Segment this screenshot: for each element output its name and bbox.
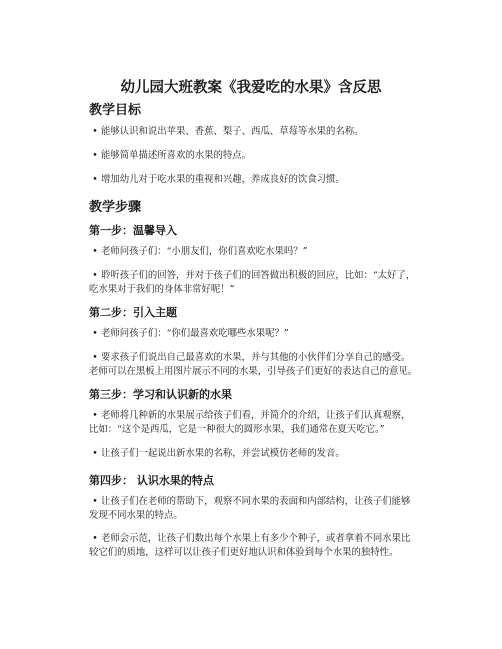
step4-heading: 第四步： 认识水果的特点 bbox=[89, 474, 214, 487]
step1-heading: 第一步：温馨导入 bbox=[89, 224, 177, 237]
bullet-icon: • bbox=[92, 270, 98, 281]
step2-paragraph-1: • 老师问孩子们：“你们最喜欢吃哪些水果呢？” bbox=[89, 327, 419, 341]
bullet-icon: • bbox=[92, 126, 98, 137]
goal-item: • 增加幼儿对于吃水果的重视和兴趣，养成良好的饮食习惯。 bbox=[89, 173, 419, 187]
bullet-icon: • bbox=[92, 448, 98, 459]
goals-heading: 教学目标 bbox=[89, 103, 142, 118]
step2-heading: 第二步：引入主题 bbox=[89, 306, 177, 319]
bullet-icon: • bbox=[92, 533, 98, 544]
bullet-icon: • bbox=[92, 150, 98, 161]
step3-paragraph-1: • 老师将几种新的水果展示给孩子们看，并简介的介绍，让孩子们认真观察， 比如：“这个是西瓜，它是一种很大的圆形水果，我们通常在夏天吃它。” bbox=[89, 410, 411, 435]
step1-paragraph-1: • 老师问孩子们：“小朋友们，你们喜欢吃水果吗？” bbox=[89, 245, 419, 259]
step3-heading: 第三步：学习和认识新的水果 bbox=[89, 388, 232, 401]
goal-item: • 能够简单描述所喜欢的水果的特点。 bbox=[89, 149, 419, 163]
bullet-icon: • bbox=[92, 352, 98, 363]
steps-heading: 教学步骤 bbox=[89, 200, 142, 215]
step1-paragraph-2: • 聆听孩子们的回答，并对于孩子们的回答做出积极的回应，比如：“太好了， 吃水果对于我们的身体非常好呢！” bbox=[89, 270, 416, 295]
bullet-icon: • bbox=[92, 410, 98, 421]
bullet-icon: • bbox=[92, 174, 98, 185]
bullet-icon: • bbox=[92, 246, 98, 257]
step4-paragraph-1: • 让孩子们在老师的帮助下，观察不同水果的表面和内部结构，让孩子们能够 发现不同水果的特点。 bbox=[89, 496, 411, 521]
bullet-icon: • bbox=[92, 328, 98, 339]
bullet-icon: • bbox=[92, 496, 98, 507]
step4-paragraph-2: • 老师会示范，让孩子们数出每个水果上有多少个种子，或者拿着不同水果比 较它们的质地，这样可以让孩子们更好地认识和体验到每个水果的独特性。 bbox=[89, 533, 411, 558]
step3-paragraph-2: • 让孩子们一起说出新水果的名称，并尝试模仿老师的发音。 bbox=[89, 447, 419, 461]
step2-paragraph-2: • 要求孩子们说出自己最喜欢的水果，并与其他的小伙伴们分享自己的感受。 老师可以在黑板上用图片展示不同的水果，引导孩子们更好的表达自己的意见。 bbox=[89, 352, 418, 377]
goal-item: • 能够认识和说出苹果、香蕉、梨子、西瓜、草莓等水果的名称。 bbox=[89, 125, 419, 139]
page-title: 幼儿园大班教案《我爱吃的水果》含反思 bbox=[120, 79, 382, 96]
